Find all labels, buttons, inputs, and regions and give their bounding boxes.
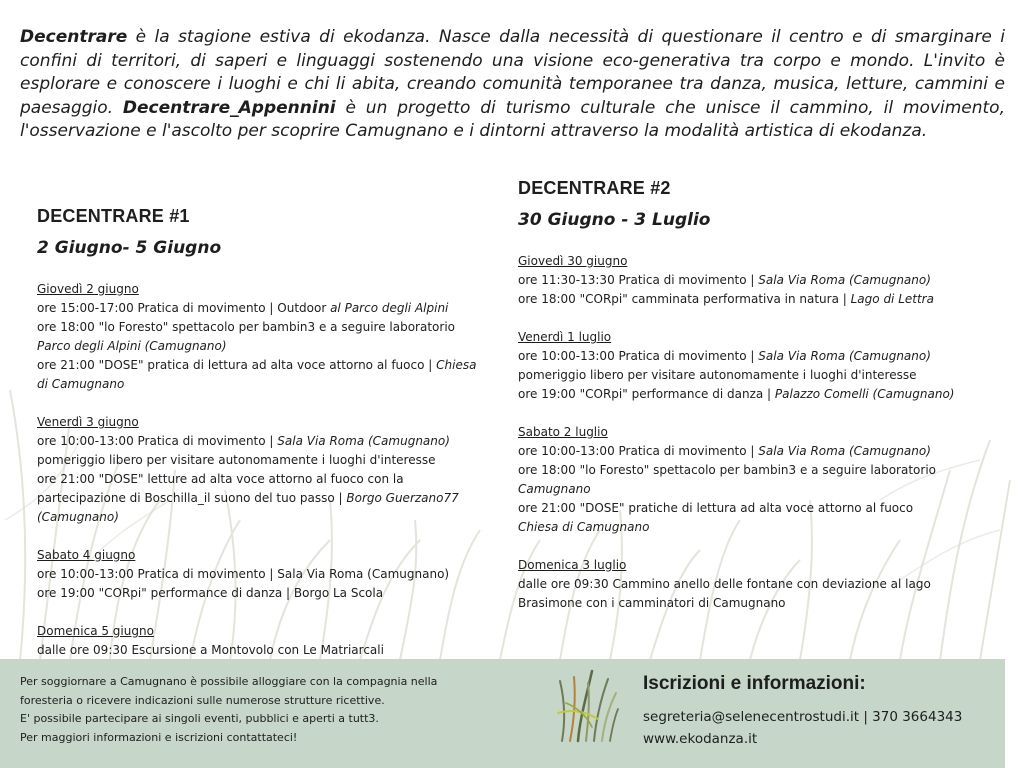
intro-paragraph (20, 26, 1005, 144)
schedule-day (518, 556, 998, 613)
event-line (37, 508, 497, 527)
schedule-day (518, 423, 998, 537)
contact-info (643, 673, 962, 750)
event-line (37, 565, 497, 584)
intro-bold-decentrare: Decentrare (20, 27, 128, 47)
event-location: Sala Via Roma (Camugnano) (758, 349, 931, 363)
footer-text-line: E' possibile partecipare ai singoli eventi, pubblici e aperti a tutt3. (20, 712, 379, 725)
event-line (37, 356, 497, 375)
day-heading: Venerdì 3 giugno (37, 415, 139, 429)
event-line (518, 290, 998, 309)
event-text: ore 10:00-13:00 Pratica di movimento | (518, 444, 759, 458)
event-line (518, 575, 998, 594)
event-line (518, 499, 998, 518)
event-line (37, 299, 497, 318)
schedule-day (37, 280, 497, 394)
event-line (37, 451, 497, 470)
edition-1-schedule (37, 280, 497, 660)
day-heading: Sabato 2 luglio (518, 425, 608, 439)
event-text: ore 18:00 "CORpi" camminata performativa in natura | (518, 292, 851, 306)
schedule-day (37, 413, 497, 527)
schedule-day (518, 328, 998, 404)
intro-text-2: è un progetto di turismo culturale che unisce il cammino, il movimento, l'osservazione e l'ascolto per scoprire Camugnano e i dintorni attraverso la modalità artistica di ekodanza. (20, 97, 1005, 141)
intro-bold-appennini: Decentrare_Appennini (122, 97, 336, 118)
edition-1-title: DECENTRARE #1 (37, 206, 190, 226)
event-location: Lago di Lettra (850, 292, 934, 306)
event-line (518, 385, 998, 404)
event-location: Sala Via Roma (Camugnano) (277, 434, 450, 448)
event-location: Chiesa (436, 358, 477, 372)
website-link[interactable]: www.ekodanza.it (643, 731, 758, 747)
event-text: ore 10:00-13:00 Pratica di movimento | Sala Via Roma (Camugnano) (37, 567, 450, 581)
footer-text-line: foresteria o ricevere indicazioni sulle numerose strutture ricettive. (20, 693, 385, 707)
footer-text-line: Per soggiornare a Camugnano è possibile alloggiare con la compagnia nella (20, 675, 438, 688)
edition-2-column (518, 178, 998, 632)
info-title: Iscrizioni e informazioni: (643, 673, 866, 694)
event-line (37, 337, 497, 356)
event-line (518, 480, 998, 499)
event-text: ore 15:00-17:00 Pratica di movimento | Outdoor (37, 301, 331, 315)
event-line (37, 489, 497, 508)
event-location: Sala Via Roma (Camugnano) (758, 444, 931, 458)
event-text: ore 19:00 "CORpi" performance di danza | Borgo La Scola (37, 586, 384, 600)
event-text: ore 11:30-13:30 Pratica di movimento | (518, 273, 759, 287)
edition-2-dates: 30 Giugno - 3 Luglio (518, 210, 711, 230)
schedule-day (37, 622, 497, 660)
footer-text-line: Per maggiori informazioni e iscrizioni contattateci! (20, 730, 298, 744)
event-text: dalle ore 09:30 Cammino anello delle fontane con deviazione al lago (518, 577, 931, 591)
event-text: ore 19:00 "CORpi" performance di danza | (518, 387, 775, 401)
event-text: ore 21:00 "DOSE" pratiche di lettura ad alta voce attorno al fuoco (518, 501, 914, 515)
event-line (518, 442, 998, 461)
event-text: pomeriggio libero per visitare autonomamente i luoghi d'interesse (518, 368, 917, 382)
event-text: ore 21:00 "DOSE" pratica di lettura ad alta voce attorno al fuoco | (37, 358, 437, 372)
event-text: dalle ore 09:30 Escursione a Montovolo con Le Matriarcali (37, 643, 384, 657)
event-line (37, 641, 497, 660)
event-location: (Camugnano) (37, 510, 119, 524)
event-text: ore 21:00 "DOSE" letture ad alta voce attorno al fuoco con la (37, 472, 404, 486)
event-location: Borgo Guerzano77 (346, 491, 459, 505)
event-line (37, 318, 497, 337)
event-location: Parco degli Alpini (Camugnano) (37, 339, 227, 353)
event-location: Palazzo Comelli (Camugnano) (774, 387, 955, 401)
day-heading: Sabato 4 giugno (37, 548, 136, 562)
event-location: Sala Via Roma (Camugnano) (758, 273, 931, 287)
event-text: Brasimone con i camminatori di Camugnano (518, 596, 786, 610)
event-line (518, 271, 998, 290)
event-text: ore 18:00 "lo Foresto" spettacolo per bambin3 e a seguire laboratorio (37, 320, 455, 334)
event-line (518, 594, 998, 613)
event-text: partecipazione di Boschilla_il suono del tuo passo | (37, 491, 347, 505)
event-line (37, 432, 497, 451)
schedule-day (518, 252, 998, 309)
event-line (518, 347, 998, 366)
event-line (37, 375, 497, 394)
schedule-day (37, 546, 497, 603)
event-text: pomeriggio libero per visitare autonomamente i luoghi d'interesse (37, 453, 436, 467)
event-line (37, 470, 497, 489)
event-text: ore 10:00-13:00 Pratica di movimento | (37, 434, 278, 448)
event-line (37, 584, 497, 603)
event-line (518, 461, 998, 480)
footer-accommodation-text (20, 673, 490, 747)
edition-1-column (37, 206, 497, 679)
intro-text-1: è la stagione estiva di ekodanza. Nasce dalla necessità di questionare il centro e di smarginare i confini di territori, di saperi e linguaggi sostenendo una visione eco-generativa tra corpo e mondo. L'invito è esplorare e conoscere i luoghi e chi li abita, creando comunità temporanee tra danza, musica, letture, cammini e paesaggio. (20, 27, 1005, 118)
edition-1-dates: 2 Giugno- 5 Giugno (37, 238, 222, 258)
event-location: al Parco degli Alpini (330, 301, 449, 315)
event-line (518, 518, 998, 537)
day-heading: Giovedì 2 giugno (37, 282, 139, 296)
contact-email-phone[interactable]: segreteria@selenecentrostudi.it | 370 3664343 (643, 709, 963, 725)
footer-info-band (0, 659, 1005, 768)
day-heading: Domenica 5 giugno (37, 624, 154, 638)
day-heading: Venerdì 1 luglio (518, 330, 612, 344)
edition-2-schedule (518, 252, 998, 613)
event-text: ore 10:00-13:00 Pratica di movimento | (518, 349, 759, 363)
event-location: Camugnano (518, 482, 591, 496)
grass-bundle-icon (552, 663, 624, 743)
day-heading: Giovedì 30 giugno (518, 254, 628, 268)
event-text: ore 18:00 "lo Foresto" spettacolo per bambin3 e a seguire laboratorio (518, 463, 936, 477)
edition-2-title: DECENTRARE #2 (518, 178, 671, 198)
event-line (518, 366, 998, 385)
day-heading: Domenica 3 luglio (518, 558, 627, 572)
event-location: Chiesa di Camugnano (518, 520, 650, 534)
event-location: di Camugnano (37, 377, 125, 391)
